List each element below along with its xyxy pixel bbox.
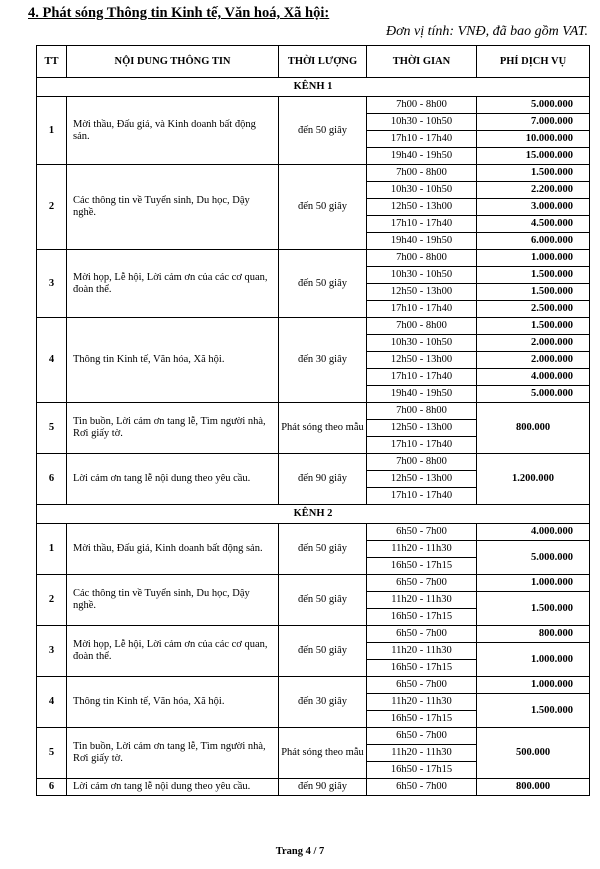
time-slot: 7h00 - 8h00 [367, 318, 477, 335]
section-heading: 4. Phát sóng Thông tin Kinh tế, Văn hoá, Xã hội: [28, 5, 330, 21]
item-content: Thông tin Kinh tế, Văn hóa, Xã hội. [67, 677, 279, 728]
time-slot: 16h50 - 17h15 [367, 660, 477, 677]
table-header-row [37, 46, 590, 78]
table-row [37, 97, 590, 114]
channel-row [37, 78, 590, 97]
time-slot: 12h50 - 13h00 [367, 199, 477, 216]
item-duration: đến 50 giây [279, 626, 367, 677]
channel-row [37, 505, 590, 524]
time-slot: 6h50 - 7h00 [367, 728, 477, 745]
time-slot: 17h10 - 17h40 [367, 131, 477, 148]
service-fee: 2.000.000 [477, 352, 590, 369]
item-duration: đến 90 giây [279, 779, 367, 796]
service-fee: 1.500.000 [477, 165, 590, 182]
item-number: 3 [37, 250, 67, 318]
header-time: THỜI GIAN [367, 46, 477, 78]
table-row [37, 165, 590, 182]
time-slot: 6h50 - 7h00 [367, 524, 477, 541]
service-fee: 2.200.000 [477, 182, 590, 199]
item-duration: đến 30 giây [279, 677, 367, 728]
service-fee: 500.000 [477, 728, 590, 779]
item-content: Các thông tin về Tuyển sinh, Du học, Dậy nghề. [67, 165, 279, 250]
channel-title: KÊNH 1 [37, 78, 590, 97]
service-fee: 800.000 [477, 403, 590, 454]
item-content: Tin buồn, Lời cảm ơn tang lễ, Tìm người nhà, Rơi giấy tờ. [67, 728, 279, 779]
time-slot: 19h40 - 19h50 [367, 386, 477, 403]
item-duration: đến 50 giây [279, 97, 367, 165]
unit-note: Đơn vị tính: VNĐ, đã bao gồm VAT. [385, 24, 588, 39]
service-fee: 800.000 [477, 779, 590, 796]
channel-title: KÊNH 2 [37, 505, 590, 524]
item-duration: đến 50 giây [279, 575, 367, 626]
service-fee: 4.000.000 [477, 524, 590, 541]
item-number: 1 [37, 97, 67, 165]
item-duration: Phát sóng theo mẫu [279, 403, 367, 454]
service-fee: 6.000.000 [477, 233, 590, 250]
item-number: 3 [37, 626, 67, 677]
table-row [37, 403, 590, 420]
header-fee: PHÍ DỊCH VỤ [477, 46, 590, 78]
service-fee: 15.000.000 [477, 148, 590, 165]
table-body [37, 78, 590, 796]
service-fee: 1.000.000 [477, 250, 590, 267]
service-fee: 1.500.000 [477, 694, 590, 728]
table-row [37, 728, 590, 745]
time-slot: 7h00 - 8h00 [367, 250, 477, 267]
item-content: Các thông tin về Tuyển sinh, Du học, Dậy nghề. [67, 575, 279, 626]
time-slot: 17h10 - 17h40 [367, 437, 477, 454]
item-duration: Phát sóng theo mẫu [279, 728, 367, 779]
time-slot: 12h50 - 13h00 [367, 471, 477, 488]
header-content: NỘI DUNG THÔNG TIN [67, 46, 279, 78]
time-slot: 6h50 - 7h00 [367, 677, 477, 694]
time-slot: 17h10 - 17h40 [367, 488, 477, 505]
item-duration: đến 50 giây [279, 250, 367, 318]
header-tt: TT [37, 46, 67, 78]
service-fee: 3.000.000 [477, 199, 590, 216]
table-row [37, 779, 590, 796]
item-content: Mời họp, Lễ hội, Lời cảm ơn của các cơ quan, đoàn thể. [67, 250, 279, 318]
service-fee: 1.500.000 [477, 318, 590, 335]
time-slot: 11h20 - 11h30 [367, 643, 477, 660]
service-fee: 1.200.000 [477, 454, 590, 505]
table-row [37, 250, 590, 267]
time-slot: 12h50 - 13h00 [367, 352, 477, 369]
service-fee: 1.500.000 [477, 284, 590, 301]
time-slot: 7h00 - 8h00 [367, 165, 477, 182]
time-slot: 11h20 - 11h30 [367, 745, 477, 762]
item-number: 6 [37, 779, 67, 796]
item-content: Mời thầu, Đấu giá, Kinh doanh bất động sản. [67, 524, 279, 575]
service-fee: 2.500.000 [477, 301, 590, 318]
item-number: 1 [37, 524, 67, 575]
table-row [37, 626, 590, 643]
time-slot: 7h00 - 8h00 [367, 454, 477, 471]
item-duration: đến 50 giây [279, 165, 367, 250]
service-fee: 2.000.000 [477, 335, 590, 352]
service-fee: 4.000.000 [477, 369, 590, 386]
service-fee: 10.000.000 [477, 131, 590, 148]
price-table-container [36, 45, 589, 796]
service-fee: 1.000.000 [477, 643, 590, 677]
time-slot: 10h30 - 10h50 [367, 335, 477, 352]
item-content: Thông tin Kinh tế, Văn hóa, Xã hội. [67, 318, 279, 403]
table-row [37, 575, 590, 592]
header-duration: THỜI LƯỢNG [279, 46, 367, 78]
service-fee: 1.000.000 [477, 575, 590, 592]
time-slot: 10h30 - 10h50 [367, 182, 477, 199]
service-fee: 5.000.000 [477, 386, 590, 403]
price-table [36, 45, 590, 796]
service-fee: 5.000.000 [477, 97, 590, 114]
item-content: Mời họp, Lễ hội, Lời cảm ơn của các cơ quan, đoàn thể. [67, 626, 279, 677]
item-duration: đến 30 giây [279, 318, 367, 403]
time-slot: 10h30 - 10h50 [367, 267, 477, 284]
item-number: 4 [37, 318, 67, 403]
time-slot: 10h30 - 10h50 [367, 114, 477, 131]
time-slot: 7h00 - 8h00 [367, 97, 477, 114]
time-slot: 16h50 - 17h15 [367, 609, 477, 626]
service-fee: 7.000.000 [477, 114, 590, 131]
item-duration: đến 50 giây [279, 524, 367, 575]
item-number: 4 [37, 677, 67, 728]
time-slot: 19h40 - 19h50 [367, 148, 477, 165]
item-content: Tin buồn, Lời cảm ơn tang lễ, Tìm người nhà, Rơi giấy tờ. [67, 403, 279, 454]
time-slot: 11h20 - 11h30 [367, 592, 477, 609]
time-slot: 12h50 - 13h00 [367, 284, 477, 301]
time-slot: 19h40 - 19h50 [367, 233, 477, 250]
page-number: Trang 4 / 7 [275, 846, 325, 857]
time-slot: 7h00 - 8h00 [367, 403, 477, 420]
time-slot: 17h10 - 17h40 [367, 369, 477, 386]
time-slot: 11h20 - 11h30 [367, 541, 477, 558]
time-slot: 12h50 - 13h00 [367, 420, 477, 437]
time-slot: 16h50 - 17h15 [367, 558, 477, 575]
service-fee: 5.000.000 [477, 541, 590, 575]
time-slot: 16h50 - 17h15 [367, 762, 477, 779]
time-slot: 17h10 - 17h40 [367, 301, 477, 318]
item-content: Mời thầu, Đấu giá, và Kinh doanh bất động sản. [67, 97, 279, 165]
item-number: 5 [37, 403, 67, 454]
table-row [37, 454, 590, 471]
item-duration: đến 90 giây [279, 454, 367, 505]
service-fee: 1.000.000 [477, 677, 590, 694]
time-slot: 6h50 - 7h00 [367, 779, 477, 796]
item-content: Lời cảm ơn tang lễ nội dung theo yêu cầu. [67, 779, 279, 796]
item-number: 6 [37, 454, 67, 505]
table-row [37, 677, 590, 694]
time-slot: 6h50 - 7h00 [367, 626, 477, 643]
service-fee: 800.000 [477, 626, 590, 643]
service-fee: 1.500.000 [477, 267, 590, 284]
time-slot: 17h10 - 17h40 [367, 216, 477, 233]
service-fee: 1.500.000 [477, 592, 590, 626]
item-number: 2 [37, 165, 67, 250]
table-row [37, 524, 590, 541]
table-row [37, 318, 590, 335]
item-content: Lời cảm ơn tang lễ nội dung theo yêu cầu. [67, 454, 279, 505]
service-fee: 4.500.000 [477, 216, 590, 233]
time-slot: 16h50 - 17h15 [367, 711, 477, 728]
time-slot: 6h50 - 7h00 [367, 575, 477, 592]
item-number: 2 [37, 575, 67, 626]
item-number: 5 [37, 728, 67, 779]
time-slot: 11h20 - 11h30 [367, 694, 477, 711]
